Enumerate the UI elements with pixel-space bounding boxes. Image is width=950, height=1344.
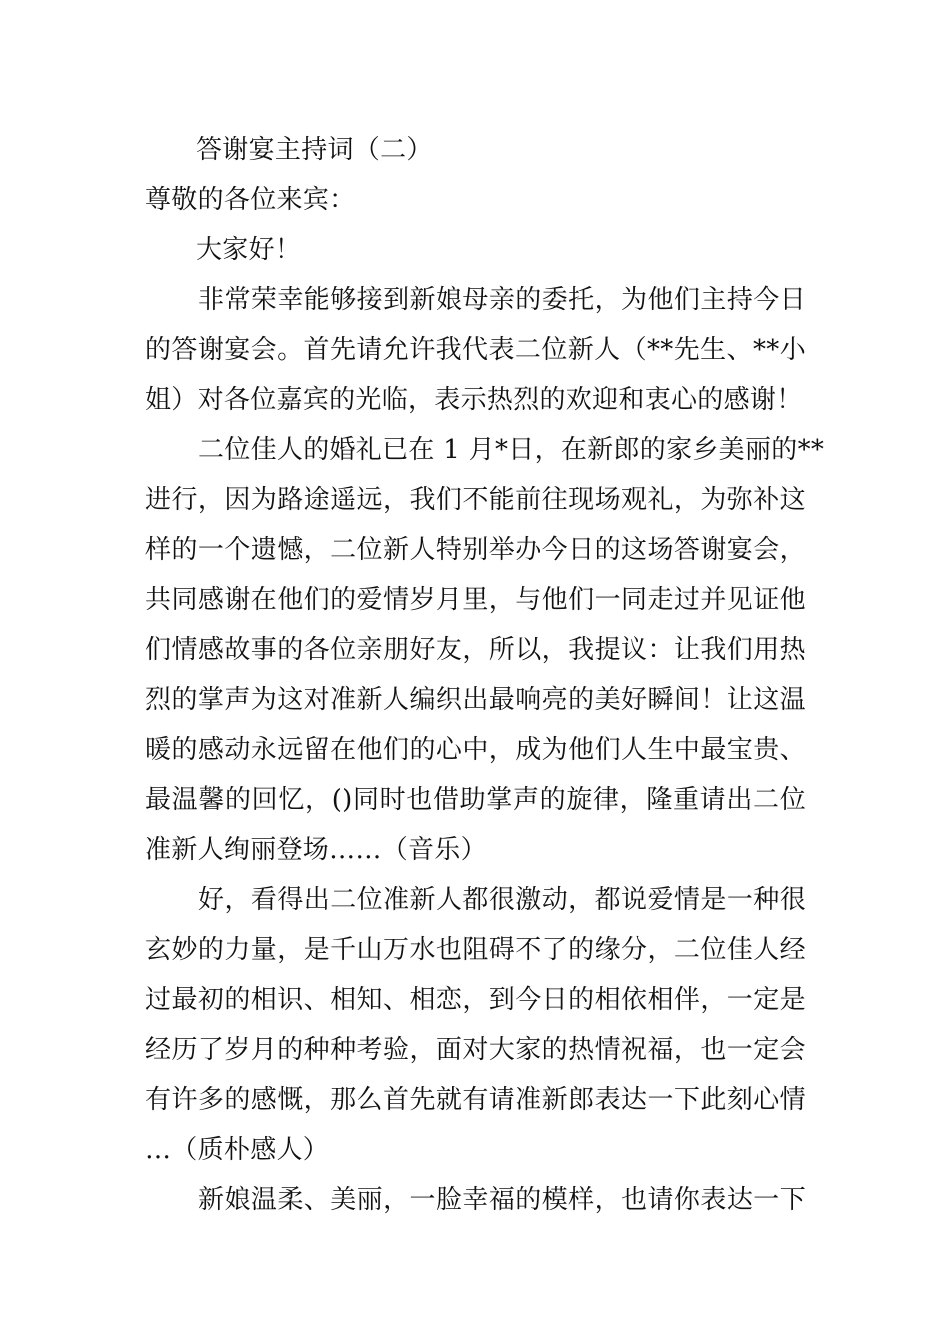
paragraph-text: 玄妙的力量，是千山万水也阻碍不了的缘分，二位佳人经 xyxy=(145,935,806,965)
paragraph-text: 过最初的相识、相知、相恋，到今日的相依相伴，一定是 xyxy=(145,985,806,1015)
paragraph-text: 们情感故事的各位亲朋好友，所以，我提议：让我们用热 xyxy=(145,635,806,665)
paragraph-line xyxy=(0,675,950,725)
paragraph-line xyxy=(0,1075,950,1125)
paragraph-line xyxy=(0,1025,950,1075)
hello-line xyxy=(0,225,950,275)
paragraph-line xyxy=(0,1175,950,1225)
paragraph-line xyxy=(0,275,950,325)
paragraph-text: 好，看得出二位准新人都很激动，都说爱情是一种很 xyxy=(198,885,806,915)
paragraph-line xyxy=(0,525,950,575)
paragraph-line xyxy=(0,975,950,1025)
paragraph-line xyxy=(0,775,950,825)
paragraph-text: 准新人绚丽登场……（音乐） xyxy=(145,835,487,865)
paragraph-text: 最温馨的回忆，()同时也借助掌声的旋律，隆重请出二位 xyxy=(145,785,806,815)
paragraph-line xyxy=(0,875,950,925)
paragraph-text: 的答谢宴会。首先请允许我代表二位新人（**先生、**小 xyxy=(145,335,806,365)
paragraph-text: …（质朴感人） xyxy=(145,1135,330,1165)
paragraph-line xyxy=(0,425,950,475)
hello-text: 大家好！ xyxy=(196,235,302,265)
greeting-line xyxy=(0,175,950,225)
paragraph-line xyxy=(0,1125,950,1175)
paragraph-text: 进行，因为路途遥远，我们不能前往现场观礼，为弥补这 xyxy=(145,485,806,515)
paragraph-text: 烈的掌声为这对准新人编织出最响亮的美好瞬间！让这温 xyxy=(145,685,806,715)
paragraph-line xyxy=(0,625,950,675)
paragraph-text: 非常荣幸能够接到新娘母亲的委托，为他们主持今日 xyxy=(198,285,806,315)
document-title: 答谢宴主持词（二） xyxy=(196,135,433,165)
paragraph-line xyxy=(0,325,950,375)
paragraph-text: 姐）对各位嘉宾的光临，表示热烈的欢迎和衷心的感谢！ xyxy=(145,385,803,415)
paragraph-line xyxy=(0,725,950,775)
paragraph-line xyxy=(0,825,950,875)
paragraph-line xyxy=(0,575,950,625)
paragraph-text: 有许多的感慨，那么首先就有请准新郎表达一下此刻心情 xyxy=(145,1085,806,1115)
paragraph-text: 新娘温柔、美丽，一脸幸福的模样，也请你表达一下 xyxy=(198,1185,806,1215)
paragraph-line xyxy=(0,375,950,425)
paragraph-line xyxy=(0,925,950,975)
greeting-text: 尊敬的各位来宾： xyxy=(145,185,356,215)
paragraph-text: 二位佳人的婚礼已在 1 月*日，在新郎的家乡美丽的** xyxy=(198,435,825,465)
paragraph-text: 共同感谢在他们的爱情岁月里，与他们一同走过并见证他 xyxy=(145,585,806,615)
paragraph-text: 经历了岁月的种种考验，面对大家的热情祝福，也一定会 xyxy=(145,1035,806,1065)
paragraph-text: 暖的感动永远留在他们的心中，成为他们人生中最宝贵、 xyxy=(145,735,806,765)
document-title-line xyxy=(0,125,950,175)
paragraph-line xyxy=(0,475,950,525)
paragraph-text: 样的一个遗憾，二位新人特别举办今日的这场答谢宴会， xyxy=(145,535,806,565)
